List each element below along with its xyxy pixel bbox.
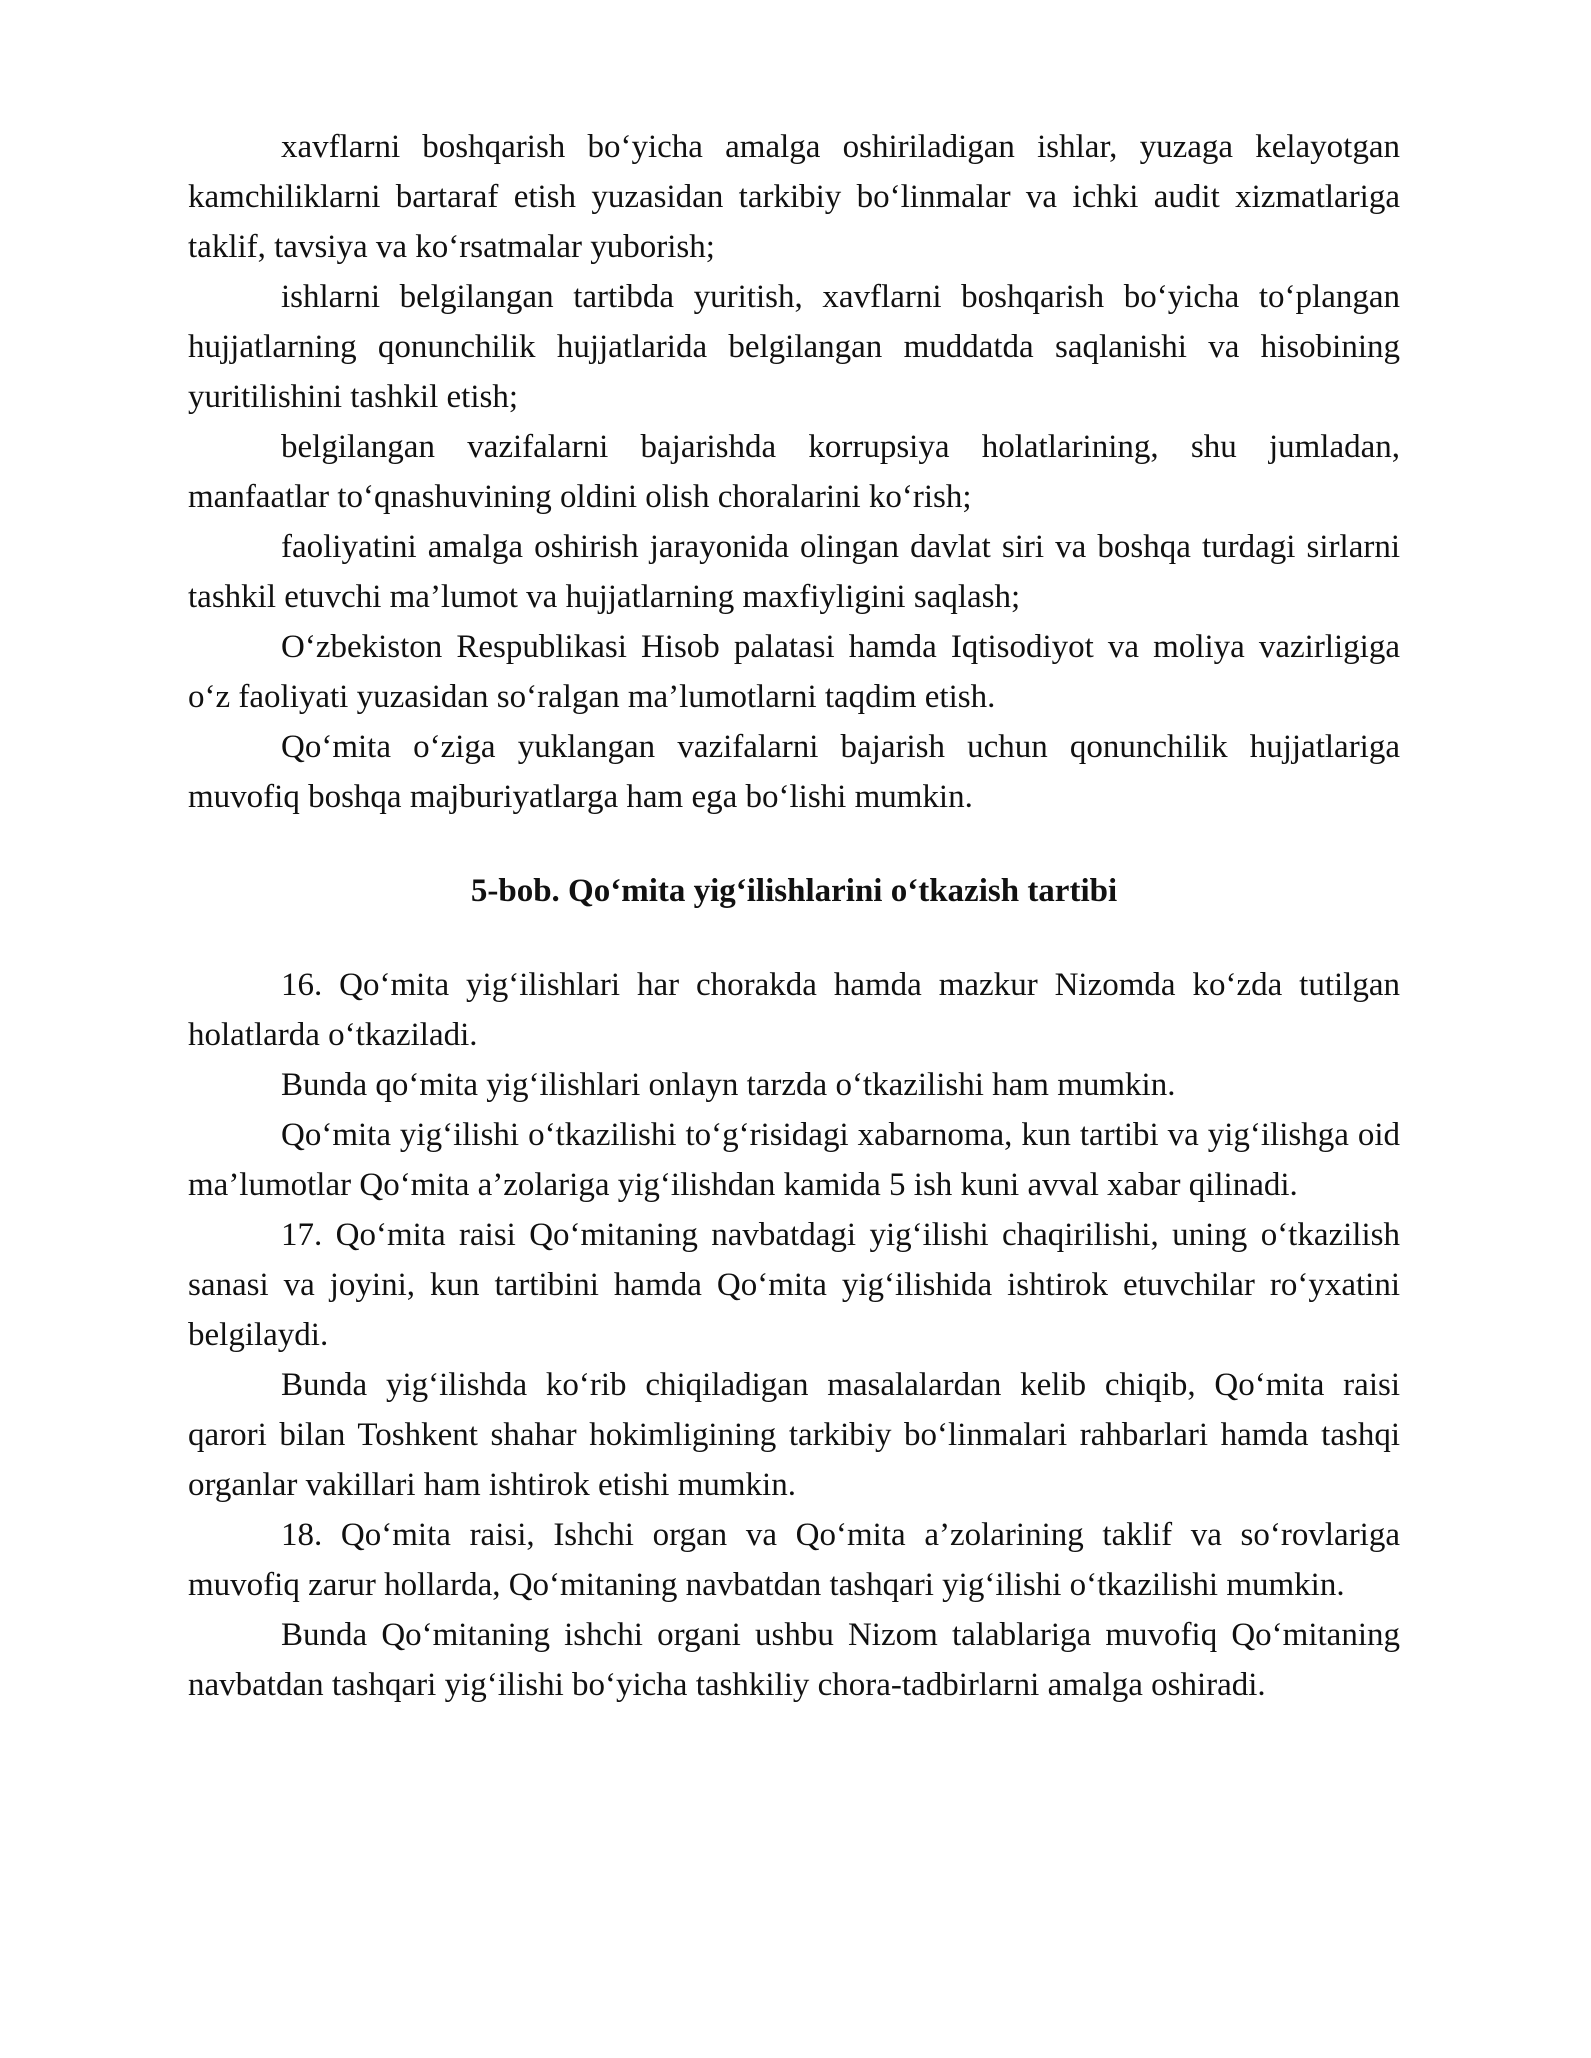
paragraph: Qo‘mita o‘ziga yuklangan vazifalarni bajarish uchun qonunchilik hujjatlariga muvofiq boshqa majburiyatlarga ham ega bo‘lishi mumkin.	[188, 729, 1400, 815]
paragraph: belgilangan vazifalarni bajarishda korrupsiya holatlarining, shu jumladan, manfaatlar to‘qnashuvining oldini olish choralarini ko‘rish;	[188, 429, 1400, 515]
paragraph: O‘zbekiston Respublikasi Hisob palatasi hamda Iqtisodiyot va moliya vazirligiga o‘z faoliyati yuzasidan so‘ralgan ma’lumotlarni taqdim etish.	[188, 629, 1400, 715]
paragraph: Bunda qo‘mita yig‘ilishlari onlayn tarzda o‘tkazilishi ham mumkin.	[281, 1067, 1176, 1103]
chapter-heading: 5-bob. Qo‘mita yig‘ilishlarini o‘tkazish tartibi	[470, 873, 1118, 909]
paragraph: Bunda yig‘ilishda ko‘rib chiqiladigan masalalardan kelib chiqib, Qo‘mita raisi qarori bilan Toshkent shahar hokimligining tarkibiy bo‘linmalari rahbarlari hamda tashqi organlar vakillari ham ishtirok etishi mumkin.	[188, 1367, 1400, 1503]
paragraph: Bunda Qo‘mitaning ishchi organi ushbu Nizom talablariga muvofiq Qo‘mitaning navbatdan tashqari yig‘ilishi bo‘yicha tashkiliy chora-tadbirlarni amalga oshiradi.	[188, 1617, 1400, 1703]
paragraph: xavflarni boshqarish bo‘yicha amalga oshiriladigan ishlar, yuzaga kelayotgan kamchiliklarni bartaraf etish yuzasidan tarkibiy bo‘linmalar va ichki audit xizmatlariga taklif, tavsiya va ko‘rsatmalar yuborish;	[188, 129, 1400, 265]
paragraph: ishlarni belgilangan tartibda yuritish, xavflarni boshqarish bo‘yicha to‘plangan hujjatlarning qonunchilik hujjatlarida belgilangan muddatda saqlanishi va hisobining yuritilishini tashkil etish;	[188, 279, 1400, 415]
document-page	[188, 122, 1400, 1710]
paragraph: 18. Qo‘mita raisi, Ishchi organ va Qo‘mita a’zolarining taklif va so‘rovlariga muvofiq zarur hollarda, Qo‘mitaning navbatdan tashqari yig‘ilishi o‘tkazilishi mumkin.	[188, 1517, 1400, 1603]
paragraph: faoliyatini amalga oshirish jarayonida olingan davlat siri va boshqa turdagi sirlarni tashkil etuvchi ma’lumot va hujjatlarning maxfiyligini saqlash;	[188, 529, 1400, 615]
paragraph: Qo‘mita yig‘ilishi o‘tkazilishi to‘g‘risidagi xabarnoma, kun tartibi va yig‘ilishga oid ma’lumotlar Qo‘mita a’zolariga yig‘ilishdan kamida 5 ish kuni avval xabar qilinadi.	[188, 1117, 1400, 1203]
paragraph: 17. Qo‘mita raisi Qo‘mitaning navbatdagi yig‘ilishi chaqirilishi, uning o‘tkazilish sanasi va joyini, kun tartibini hamda Qo‘mita yig‘ilishida ishtirok etuvchilar ro‘yxatini belgilaydi.	[188, 1217, 1400, 1353]
paragraph: 16. Qo‘mita yig‘ilishlari har chorakda hamda mazkur Nizomda ko‘zda tutilgan holatlarda o‘tkaziladi.	[188, 967, 1400, 1053]
